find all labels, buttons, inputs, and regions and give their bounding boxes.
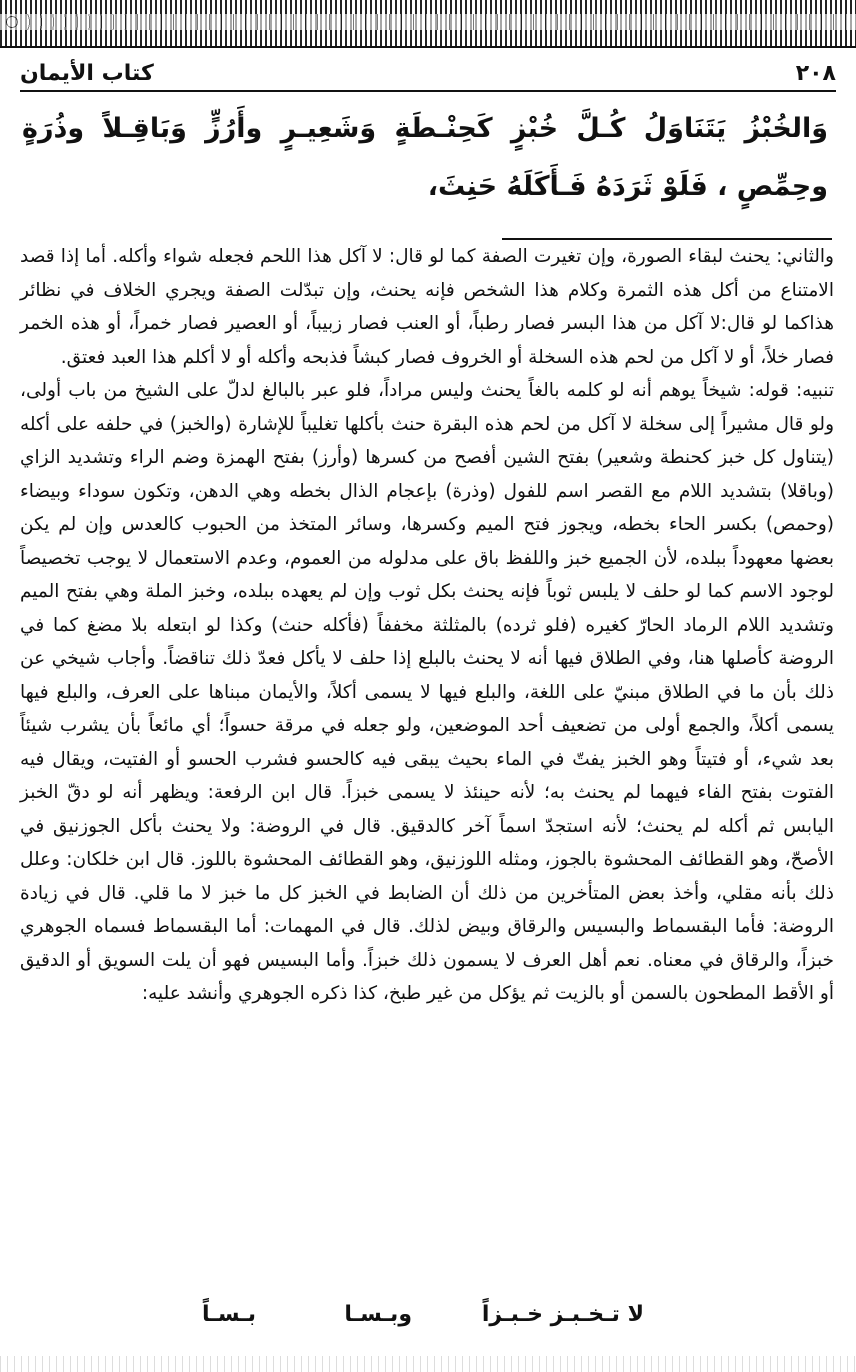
poetry-verse [0, 1302, 856, 1338]
page-header [20, 56, 836, 92]
commentary-paragraph: تنبيه: قوله: شيخاً يوهم أنه لو كلمه بالغاً يحنث وليس مراداً، فلو عبر بالبالغ لدلّ على الشيخ من باب أولى، ولو قال مشيراً إلى سخلة لا آكل من لحم هذه البقرة حنث بأكلها تغليباً للإشارة (والخبز) في حلفه على أكله (يتناول كل خبز كحنطة وشعير) بفتح الشين أفصح من كسرها (وأرز) بفتح الهمزة وضم الراء وتشديد الزاي (وباقلا) بتشديد اللام مع القصر اسم للفول (وذرة) بإعجام الذال بخطه وهي الدهن، وتكون سوداء وبيضاء (وحمص) بكسر الحاء بخطه، ويجوز فتح الميم وكسرها، وسائر المتخذ من الحبوب كالعدس وإن لم يكن بعضها معهوداً ببلده، لأن الجميع خبز واللفظ باق على مدلوله من العموم، وعدم الاستعمال لا يوجب تخصيصاً لوجود الاسم كما لو حلف لا يلبس ثوباً فإنه يحنث بكل ثوب وإن لم يعهده ببلده، وخبز الملة وهي بفتح الميم وتشديد اللام الرماد الحارّ كغيره (فلو ثرده) بالمثلثة مخففاً (فأكله حنث) وكذا لو ابتعله بلا مضغ كما في الروضة كأصلها هنا، وفي الطلاق فيها أنه لا يحنث بالبلع إذا حلف لا يأكل فعدّ ذلك تناقضاً. وأجاب شيخي عن ذلك بأن ما في الطلاق مبنيّ على اللغة، والبلع فيها لا يسمى أكلاً، والأيمان مبناها على العرف، والبلع فيها يسمى أكلاً، والجمع أولى من تضعيف أحد الموضعين، ولو جعله في مرقة حسواً؛ أي مائعاً بأن يشرب شيئاً بعد شيء، أو فتيتاً وهو الخبز يفتّ في الماء بحيث يبقى فيه كالحسو فشرب الحسو أو الفتيت، ويقال فيه الفتوت بفتح الفاء فيهما لم يحنث به؛ لأنه حينئذ لا يسمى خبزاً. قال ابن الرفعة: ويظهر أنه لو دقّ الخبز اليابس ثم أكله لم يحنث؛ لأنه استجدّ اسماً آخر كالدقيق. قال في الروضة: ولا يحنث بأكل الجوزنيق في الأصحّ، وهو القطائف المحشوة بالجوز، ومثله اللوزنيق، وهو القطائف المحشوة باللوز. قال ابن خلكان: وعلل ذلك بأنه مقلي، وأخذ بعض المتأخرين من ذلك أن الضابط في الخبز كل ما خبز لا ما قلي. قال في زيادة الروضة: فأما البقسماط والبسيس والرقاق وبيض لذلك. قال في المهمات: أما البقسماط فسماه الجوهري خبزاً، والرقاق في معناه. نعم أهل العرف لا يسمون ذلك خبزاً. وأما البسيس فهو أن يلت السويق أو الدقيق أو الأقط المطحون بالسمن أو بالزيت ثم يؤكل من غير طبخ، كذا ذكره الجوهري وأنشد عليه: [20, 380, 834, 1004]
verse-part-1: لا تـخـبـز خـبـزاً [481, 1302, 644, 1327]
page-number: ٢٠٨ [795, 60, 836, 86]
scan-artifact [0, 1356, 856, 1372]
verse-part-2: وبـسـا [344, 1302, 412, 1327]
book-title: كتاب الأيمان [20, 60, 154, 86]
matn-text: وَالخُبْزُ يَتَنَاوَلُ كُـلَّ خُبْزٍ كَحِنْـطَةٍ وَشَعِيـرٍ وأَرُزٍّ وَبَاقِـلاً وذُرَةٍ وحِمِّصٍ ، فَلَوْ ثَرَدَهُ فَـأَكَلَهُ حَنِثَ، [22, 113, 828, 202]
commentary [20, 240, 834, 1011]
verse-part-3: بـسـاً [202, 1302, 256, 1327]
commentary-paragraph: والثاني: يحنث لبقاء الصورة، وإن تغيرت الصفة كما لو قال: لا آكل هذا اللحم فجعله شواء وأكله. أما إذا قصد الامتناع من أكل هذه الثمرة وكلام هذا الشخص فإنه يحنث، وإن تبدّلت الصفة ويجري الخلاف في نظائر هذاكما لو قال:لا آكل من هذا البسر فصار رطباً، أو العنب فصار زبيباً، أو العصير فصار خمراً، أو هذه الخمر فصار خلاً، أو لا آكل من لحم هذه السخلة أو الخروف فصار كبشاً فذبحه وأكله أو لا أكلم هذا العبد فعتق. [20, 246, 834, 368]
decorative-border [0, 0, 856, 48]
